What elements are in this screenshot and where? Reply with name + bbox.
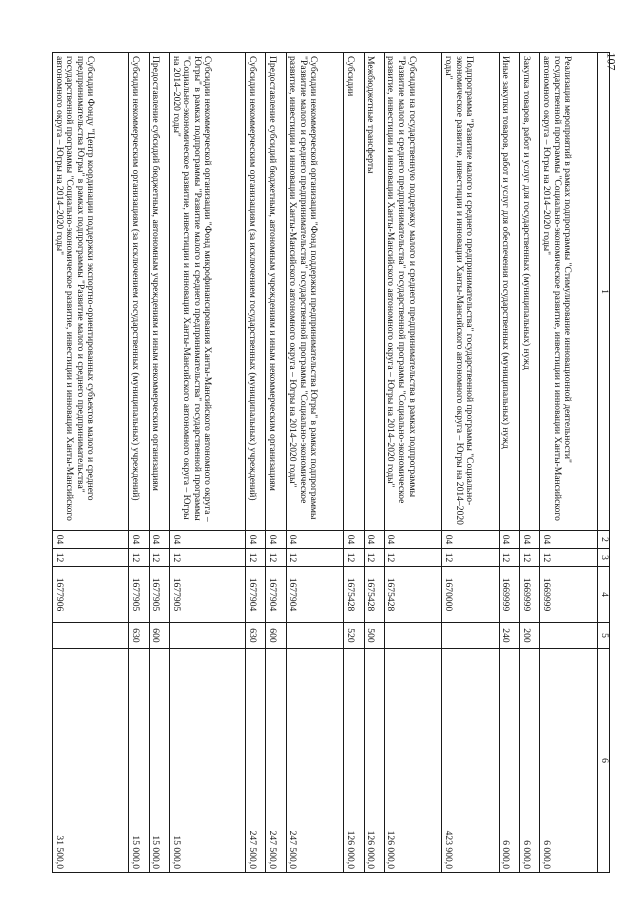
row-subsection: 12 <box>540 549 598 567</box>
row-section: 04 <box>149 531 169 549</box>
row-expense-type <box>169 623 245 649</box>
table-row <box>266 53 286 873</box>
row-amount: 6 000,0 <box>520 649 540 873</box>
row-amount: 247 500,0 <box>266 649 286 873</box>
row-description: Субсидии некоммерческим организациям (за исключением государственных (муниципальных) учреждений) <box>246 53 266 531</box>
row-section: 04 <box>266 531 286 549</box>
row-section: 04 <box>540 531 598 549</box>
row-amount: 31 500,0 <box>53 649 129 873</box>
row-target-code: 1670000 <box>442 567 500 623</box>
table-row <box>169 53 245 873</box>
row-section: 04 <box>364 531 384 549</box>
row-amount: 247 500,0 <box>246 649 266 873</box>
row-amount: 15 000,0 <box>129 649 149 873</box>
row-description: Субсидии некоммерческой организации "Фонд поддержки предпринимательства Югры" в рамках подпрограммы "Развитие малого и среднего предпринимательства" государственной программы "Социально-экономическое развитие, инвестиции и инновации Ханты-Мансийского автономного округа – Югры на 2014–2020 годы" <box>286 53 344 531</box>
row-subsection: 12 <box>286 549 344 567</box>
table-row <box>344 53 364 873</box>
row-expense-type: 500 <box>364 623 384 649</box>
row-expense-type: 600 <box>266 623 286 649</box>
row-amount: 126 000,0 <box>384 649 442 873</box>
table-row <box>129 53 149 873</box>
row-section: 04 <box>286 531 344 549</box>
row-expense-type: 520 <box>344 623 364 649</box>
row-description: Подпрограмма "Развитие малого и среднего предпринимательства" государственной программы "Социально-экономическое развитие, инвестиции и инновации Ханты-Мансийского автономного округа – Югры на 2014–2020 годы" <box>442 53 500 531</box>
row-section: 04 <box>442 531 500 549</box>
row-description: Субсидии некоммерческим организациям (за исключением государственных (муниципальных) учреждений) <box>129 53 149 531</box>
header-row <box>598 53 610 873</box>
row-subsection: 12 <box>129 549 149 567</box>
row-subsection: 12 <box>246 549 266 567</box>
row-subsection: 12 <box>442 549 500 567</box>
row-section: 04 <box>344 531 364 549</box>
row-amount: 6 000,0 <box>499 649 519 873</box>
table-row <box>149 53 169 873</box>
row-amount: 247 500,0 <box>286 649 344 873</box>
row-description: Закупка товаров, работ и услуг для государственных (муниципальных) нужд <box>520 53 540 531</box>
row-expense-type <box>442 623 500 649</box>
row-expense-type: 630 <box>246 623 266 649</box>
header-col-2: 2 <box>598 531 610 549</box>
header-col-5: 5 <box>598 623 610 649</box>
row-subsection: 12 <box>364 549 384 567</box>
row-expense-type <box>286 623 344 649</box>
row-section: 04 <box>384 531 442 549</box>
row-section: 04 <box>129 531 149 549</box>
row-section: 04 <box>169 531 245 549</box>
row-description: Межбюджетные трансферты <box>364 53 384 531</box>
row-amount: 423 900,0 <box>442 649 500 873</box>
page-number: 107 <box>604 52 619 71</box>
row-amount: 6 000,0 <box>540 649 598 873</box>
row-target-code: 1675428 <box>384 567 442 623</box>
table-row <box>442 53 500 873</box>
table-row <box>53 53 129 873</box>
row-amount: 15 000,0 <box>169 649 245 873</box>
table-row <box>540 53 598 873</box>
table-row <box>286 53 344 873</box>
row-subsection: 12 <box>520 549 540 567</box>
row-subsection: 12 <box>169 549 245 567</box>
row-target-code: 1669999 <box>499 567 519 623</box>
row-section: 04 <box>499 531 519 549</box>
row-description: Реализация мероприятий в рамках подпрограммы "Стимулирование инновационной деятельности" государственной программы "Социально-экономическое развитие, инвестиции и инновации Ханты-Мансийского автономного округа – Югры на 2014–2020 годы" <box>540 53 598 531</box>
row-target-code: 1677904 <box>286 567 344 623</box>
row-target-code: 1669999 <box>520 567 540 623</box>
row-subsection: 12 <box>344 549 364 567</box>
table-row <box>499 53 519 873</box>
row-description: Субсидии Фонду "Центр координации поддержки экспортно-ориентированных субъектов малого и среднего предпринимательства Югры" в рамках подпрограммы "Развитие малого и среднего предпринимательства" государственной программы "Социально-экономическое развитие, инвестиции и инновации Ханты-Мансийского автономного округа – Югры на 2014–2020 годы" <box>53 53 129 531</box>
row-expense-type: 200 <box>520 623 540 649</box>
row-description: Субсидии <box>344 53 364 531</box>
row-target-code: 1677904 <box>266 567 286 623</box>
header-col-6: 6 <box>598 649 610 873</box>
header-col-4: 4 <box>598 567 610 623</box>
row-target-code: 1675428 <box>344 567 364 623</box>
row-description: Субсидии на государственную поддержку малого и среднего предпринимательства в рамках подпрограммы "Развитие малого и среднего предпринимательства" государственной программы "Социально-экономическое развитие, инвестиции и инновации Ханты-Мансийского автономного округа – Югры на 2014–2020 годы" <box>384 53 442 531</box>
row-section: 04 <box>246 531 266 549</box>
row-amount: 126 000,0 <box>364 649 384 873</box>
table-row <box>384 53 442 873</box>
budget-table <box>52 52 610 873</box>
row-target-code: 1669999 <box>540 567 598 623</box>
row-expense-type <box>540 623 598 649</box>
row-expense-type <box>53 623 129 649</box>
row-description: Иные закупки товаров, работ и услуг для обеспечения государственных (муниципальных) нужд <box>499 53 519 531</box>
row-subsection: 12 <box>149 549 169 567</box>
row-target-code: 1677904 <box>246 567 266 623</box>
row-subsection: 12 <box>384 549 442 567</box>
row-amount: 15 000,0 <box>149 649 169 873</box>
header-col-1: 1 <box>598 53 610 531</box>
row-subsection: 12 <box>499 549 519 567</box>
budget-table-container <box>52 52 610 872</box>
table-row <box>364 53 384 873</box>
row-subsection: 12 <box>266 549 286 567</box>
row-amount: 126 000,0 <box>344 649 364 873</box>
row-expense-type: 240 <box>499 623 519 649</box>
row-description: Предоставление субсидий бюджетным, автономным учреждениям и иным некоммерческим организациям <box>149 53 169 531</box>
table-row <box>246 53 266 873</box>
row-target-code: 1675428 <box>364 567 384 623</box>
row-target-code: 1677905 <box>149 567 169 623</box>
row-target-code: 1677906 <box>53 567 129 623</box>
row-description: Предоставление субсидий бюджетным, автономным учреждениям и иным некоммерческим организациям <box>266 53 286 531</box>
header-col-3: 3 <box>598 549 610 567</box>
row-expense-type: 600 <box>149 623 169 649</box>
row-section: 04 <box>53 531 129 549</box>
row-description: Субсидии некоммерческой организации "Фонд микрофинансирования Ханты-Мансийского автономного округа – Югры" в рамках подпрограммы "Развитие малого и среднего предпринимательства" государственной программы "Социально-экономическое развитие, инвестиции и инновации Ханты-Мансийского автономного округа – Югры на 2014–2020 годы" <box>169 53 245 531</box>
row-target-code: 1677905 <box>129 567 149 623</box>
table-row <box>520 53 540 873</box>
row-expense-type <box>384 623 442 649</box>
row-expense-type: 630 <box>129 623 149 649</box>
row-subsection: 12 <box>53 549 129 567</box>
row-section: 04 <box>520 531 540 549</box>
row-target-code: 1677905 <box>169 567 245 623</box>
